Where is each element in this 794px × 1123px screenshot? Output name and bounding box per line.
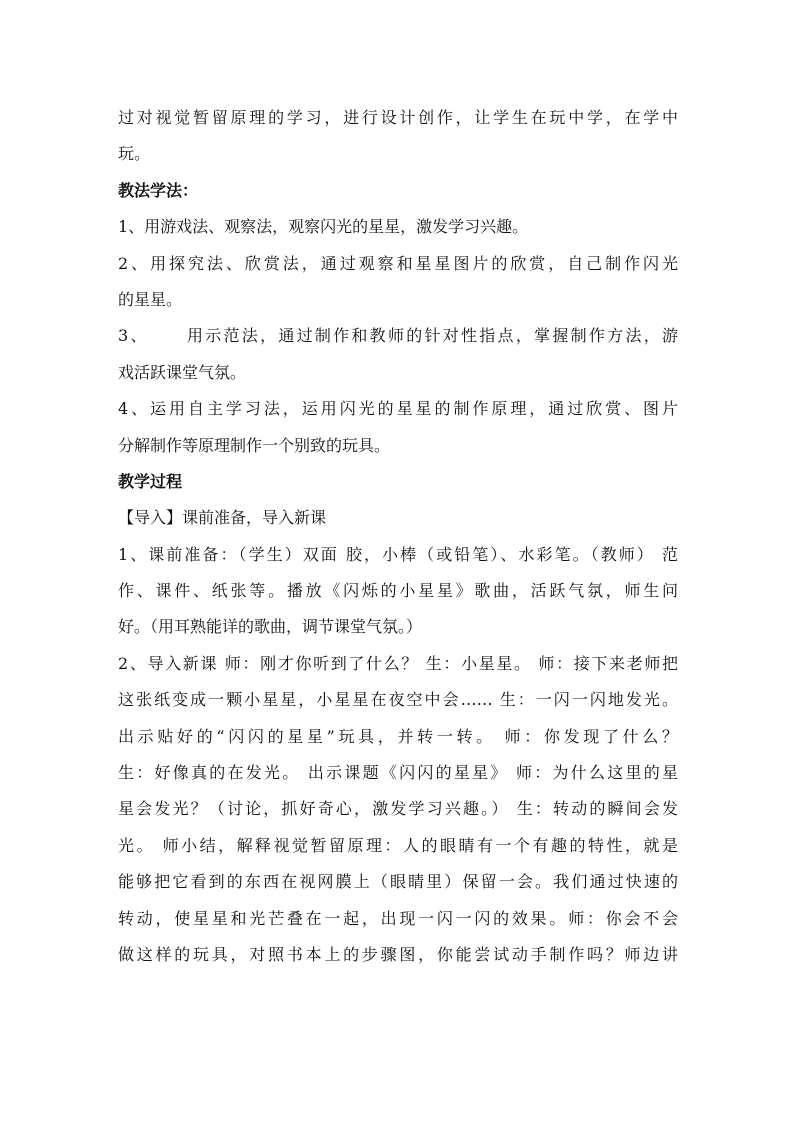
document-page <box>118 100 678 973</box>
method-item-4-line: 4、运用自主学习法，运用闪光的星星的制作原理，通过欣赏、图片 <box>118 399 678 419</box>
paragraph-line: 出示贴好的“闪闪的星星”玩具，并转一转。 师：你发现了什么？ <box>118 726 678 746</box>
paragraph-line: 光。 师小结，解释视觉暂留原理：人的眼睛有一个有趣的特性，就是 <box>118 835 678 855</box>
methods-heading: 教法学法： <box>118 180 199 200</box>
intro-text-line: 过对视觉暂留原理的学习，进行设计创作，让学生在玩中学，在学中 <box>118 108 678 127</box>
paragraph-line: 好。（用耳熟能详的歌曲，调节课堂气氛。） <box>118 617 423 637</box>
section-title: 【导入】课前准备，导入新课 <box>118 508 327 528</box>
paragraph-line: 2、导入新课 师：刚才你听到了什么？ 生：小星星。 师：接下来老师把 <box>118 653 678 673</box>
process-heading: 教学过程 <box>118 471 183 491</box>
paragraph-line: 做这样的玩具，对照书本上的步骤图，你能尝试动手制作吗？师边讲 <box>118 944 678 964</box>
method-item-2-line: 的星星。 <box>118 289 183 309</box>
paragraph-line: 生：好像真的在发光。 出示课题《闪闪的星星》 师：为什么这里的星 <box>118 763 678 783</box>
method-item-3-line <box>118 318 678 354</box>
paragraph-line: 这张纸变成一颗小星星，小星星在夜空中会…… 生：一闪一闪地发光。 <box>118 690 678 710</box>
paragraph-line: 能够把它看到的东西在视网膜上（眼睛里）保留一会。我们通过快速的 <box>118 872 678 892</box>
method-item-1: 1、用游戏法、观察法，观察闪光的星星，激发学习兴趣。 <box>118 217 529 237</box>
paragraph-line: 星会发光？（讨论，抓好奇心，激发学习兴趣。） 生：转动的瞬间会发 <box>118 799 678 819</box>
paragraph-line: 转动，使星星和光芒叠在一起，出现一闪一闪的效果。师：你会不会 <box>118 908 678 928</box>
intro-text-line: 玩。 <box>118 144 151 164</box>
method-item-3-line: 戏活跃课堂气氛。 <box>118 362 247 382</box>
method-item-3-text: 用示范法，通过制作和教师的针对性指点，掌握制作方法，游 <box>184 326 678 346</box>
paragraph-line: 作、课件、纸张等。播放《闪烁的小星星》歌曲，活跃气氛，师生问 <box>118 581 678 601</box>
method-item-2-line: 2、用探究法、欣赏法，通过观察和星星图片的欣赏，自己制作闪光 <box>118 253 678 273</box>
paragraph-line: 1、课前准备：（学生）双面 胶，小棒（或铅笔）、水彩笔。（教师） 范 <box>118 544 678 564</box>
method-item-3-number: 3、 <box>118 326 149 346</box>
method-item-4-line: 分解制作等原理制作一个别致的玩具。 <box>118 435 391 455</box>
